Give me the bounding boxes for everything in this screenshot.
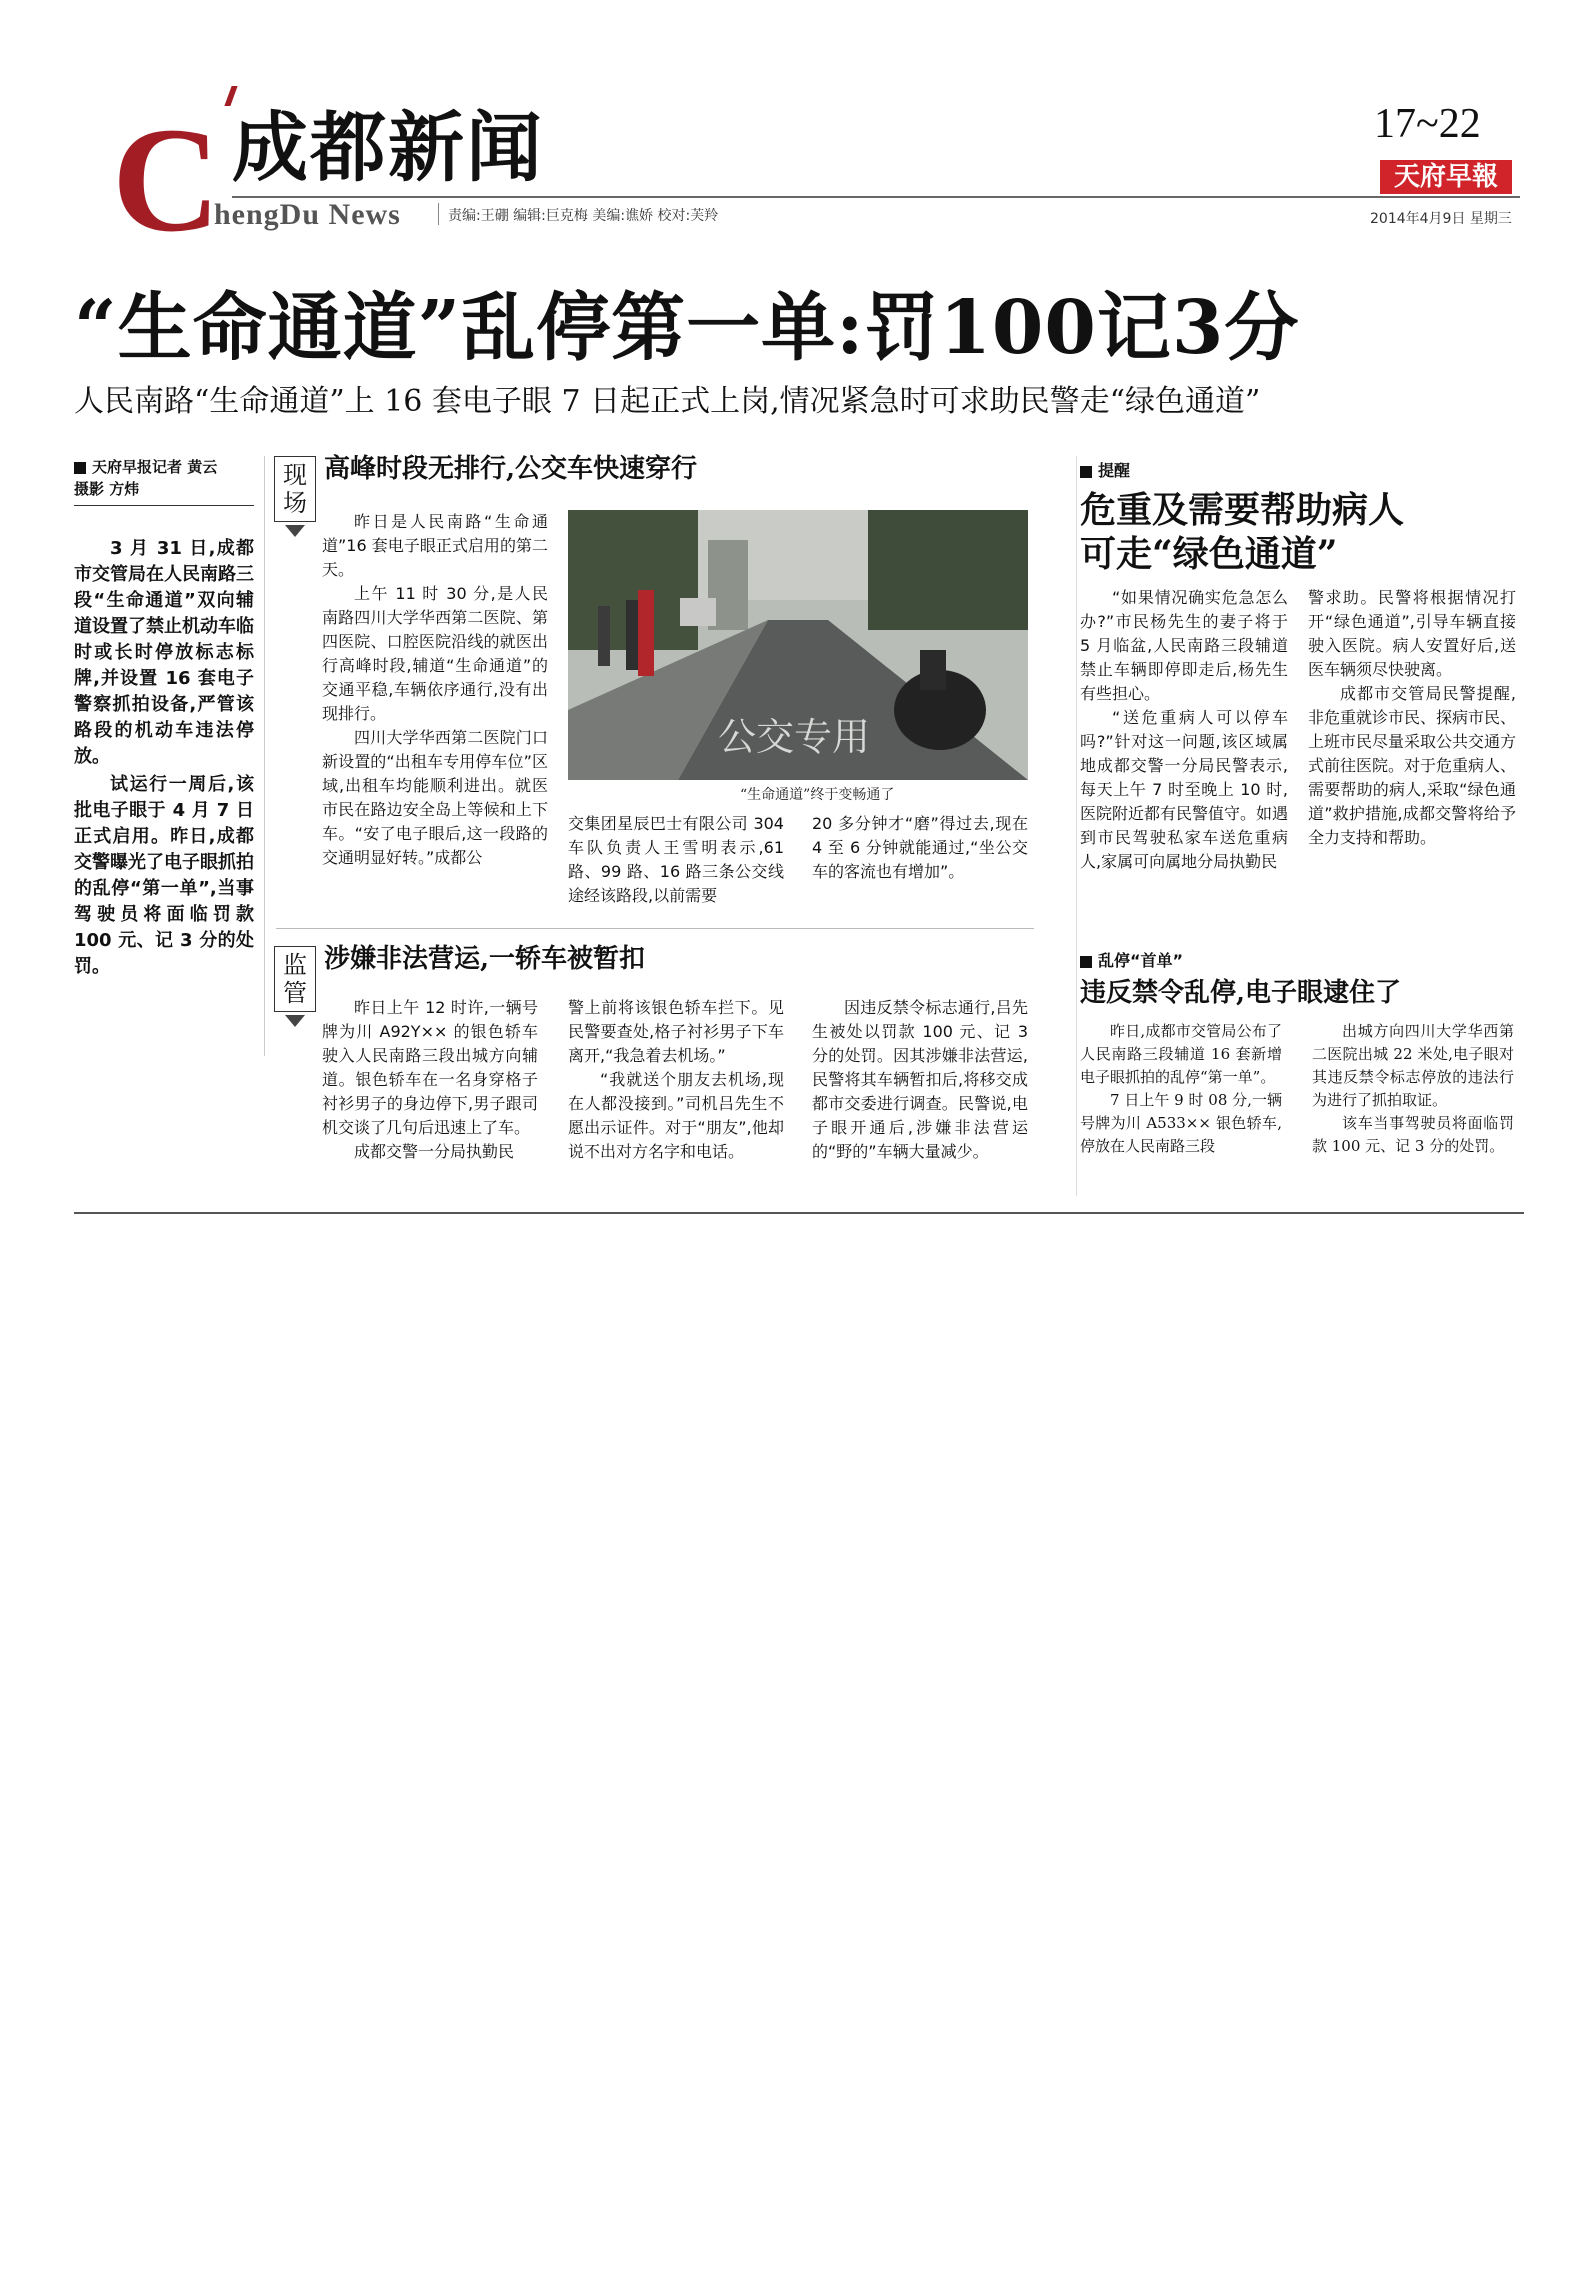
triangle-down-icon — [285, 1015, 305, 1027]
section-title: 成都新闻 — [232, 103, 544, 192]
tip-col1: “如果情况确实危急怎么办?”市民杨先生的妻子将于 5 月临盆,人民南路三段辅道禁止车辆即停即走后,杨先生有些担心。 “送危重病人可以停车吗?”针对这一问题,该区域属地成都交警一分局民警表示,每天上午 7 时至晚上 10 时,医院附近都有民警值守。如遇到市民驾驶私家车送危重病人,家属可向属地分局执勤民 — [1080, 588, 1289, 871]
credit-divider — [438, 203, 439, 225]
right-column-divider — [1076, 456, 1077, 1196]
section2-col3: 因违反禁令标志通行,吕先生被处以罚款 100 元、记 3 分的处罚。因其涉嫌非法营运,民警将其车辆暂扣后,将移交成都市交委进行调查。民警说,电子眼开通后,涉嫌非法营运的“野的”车辆大量减少。 — [812, 998, 1028, 1161]
lead-paragraph: 试运行一周后,该批电子眼于 4 月 7 日正式启用。昨日,成都交警曝光了电子眼抓拍的乱停“第一单”,当事驾驶员将面临罚款 100 元、记 3 分的处罚。 — [74, 774, 254, 977]
headline: “生命通道”乱停第一单:罚100记3分 — [74, 285, 1300, 371]
logo-letter: C — [112, 97, 221, 263]
masthead-rule — [232, 196, 1520, 198]
first-ticket-col1: 昨日,成都市交管局公布了人民南路三段辅道 16 套新增电子眼抓拍的乱停“第一单”。 7 日上午 9 时 08 分,一辆号牌为川 A533×× 银色轿车,停放在人民南路三段 — [1080, 1022, 1282, 1155]
tip-label: 提醒 — [1080, 458, 1130, 481]
section1-col3: 20 多分钟才“磨”得过去,现在 4 至 6 分钟就能通过,“坐公交车的客流也有增加”。 — [812, 814, 1028, 881]
section-divider — [276, 928, 1034, 929]
page-bottom-rule — [74, 1212, 1524, 1214]
first-ticket-label: 乱停“首单” — [1080, 948, 1183, 971]
road-marking: 公交专用 — [718, 715, 871, 759]
issue-date: 2014年4月9日 星期三 — [1370, 211, 1512, 227]
column-divider — [264, 456, 265, 1056]
lead-paragraphs — [74, 536, 254, 982]
first-ticket-title: 违反禁令乱停,电子眼逮住了 — [1080, 978, 1402, 1008]
section-tag-supervision: 监管 — [274, 946, 316, 1027]
section1-col1: 昨日是人民南路“生命通道”16 套电子眼正式启用的第二天。 上午 11 时 30 分,是人民南路四川大学华西第二医院、第四医院、口腔医院沿线的就医出行高峰时段,辅道“生命通道”的交通平稳,车辆依序通行,没有出现排行。 四川大学华西第二医院门口新设置的“出租车专用停车位”区域,出租车均能顺利进出。就医市民在路边安全岛上等候和上下车。“安了电子眼后,这一段路的交通明显好转。”成都公 — [322, 512, 548, 867]
tip-col2: 警求助。民警将根据情况打开“绿色通道”,引导车辆直接驶入医院。病人安置好后,送医车辆须尽快驶离。 成都市交管局民警提醒,非危重就诊市民、探病市民、上班市民尽量采取公共交通方式前往医院。对于危重病人、需要帮助的病人,采取“绿色通道”救护措施,成都交警将给予全力支持和帮助。 — [1308, 588, 1517, 847]
page-range: 17~22 — [1374, 101, 1481, 147]
section2-title: 涉嫌非法营运,一轿车被暂扣 — [324, 944, 646, 974]
street-photo — [568, 510, 1028, 780]
section-tag-scene: 现场 — [274, 456, 316, 537]
triangle-down-icon — [285, 525, 305, 537]
section2-col2: 警上前将该银色轿车拦下。见民警要查处,格子衬衫男子下车离开,“我急着去机场。” “我就送个朋友去机场,现在人都没接到。”司机吕先生不愿出示证件。对于“朋友”,他却说不出对方名字和电话。 — [568, 998, 784, 1161]
square-bullet-icon — [1080, 466, 1092, 478]
subheadline: 人民南路“生命通道”上 16 套电子眼 7 日起正式上岗,情况紧急时可求助民警走“绿色通道” — [74, 384, 1261, 419]
byline: 天府早报记者 黄云 摄影 方炜 — [74, 458, 218, 498]
section1-col2: 交集团星辰巴士有限公司 304 车队负责人王雪明表示,61 路、99 路、16 路三条公交线途经该路段,以前需要 — [568, 814, 784, 905]
square-bullet-icon — [1080, 956, 1092, 968]
editor-credits: 责编:王硼 编辑:巨克梅 美编:谯娇 校对:芙羚 — [448, 208, 719, 224]
tip-title: 危重及需要帮助病人 可走“绿色通道” — [1080, 489, 1405, 575]
photo-caption: “生命通道”终于变畅通了 — [740, 787, 895, 803]
byline-rule — [74, 505, 254, 506]
brand-logo: 天府早報 — [1380, 160, 1512, 194]
first-ticket-col2: 出城方向四川大学华西第二医院出城 22 米处,电子眼对其违反禁令标志停放的违法行为进行了抓拍取证。 该车当事驾驶员将面临罚款 100 元、记 3 分的处罚。 — [1312, 1022, 1514, 1155]
section-english: hengDu News — [214, 198, 401, 231]
lead-paragraph: 3 月 31 日,成都市交管局在人民南路三段“生命通道”双向辅道设置了禁止机动车临时或长时停放标志标牌,并设置 16 套电子警察抓拍设备,严管该路段的机动车违法停放。 — [74, 538, 254, 767]
square-bullet-icon — [74, 462, 86, 474]
section1-title: 高峰时段无排行,公交车快速穿行 — [324, 454, 698, 484]
section2-col1: 昨日上午 12 时许,一辆号牌为川 A92Y×× 的银色轿车驶入人民南路三段出城方向辅道。银色轿车在一名身穿格子衬衫男子的身边停下,男子跟司机交谈了几句后迅速上了车。 成都交警一分局执勤民 — [322, 998, 538, 1161]
